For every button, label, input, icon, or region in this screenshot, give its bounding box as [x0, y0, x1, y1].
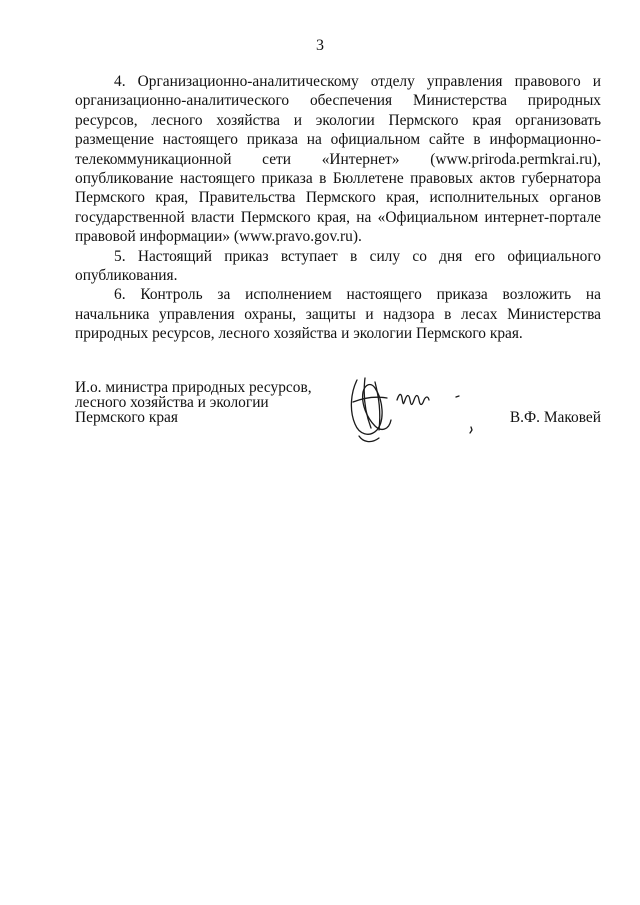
handwritten-signature: [345, 372, 505, 452]
signer-title-line-2: лесного хозяйства и экологии: [75, 394, 269, 411]
signer-title-line-1: И.о. министра природных ресурсов,: [75, 379, 312, 396]
paragraph-5: 5. Настоящий приказ вступает в силу со дня его официального опубликования.: [75, 247, 601, 285]
paragraph-6: 6. Контроль за исполнением настоящего приказа возложить на начальника управления охраны, защиты и надзора в лесах Министерства природных ресурсов, лесного хозяйства и экологии Пермского края.: [75, 286, 601, 343]
document-body: [75, 72, 601, 344]
signature-block: [75, 380, 601, 460]
page-number: 3: [316, 37, 324, 54]
paragraph-4: 4. Организационно-аналитическому отделу управления правового и организационно-аналитического обеспечения Министерства природных ресурсов, лесного хозяйства и экологии Пермского края организовать размещение настоящего приказа на официальном сайте в информационно-телекоммуникационной сети «Интернет» (www.priroda.permkrai.ru), опубликование настоящего приказа в Бюллетене правовых актов губернатора Пермского края, Правительства Пермского края, исполнительных органов государственной власти Пермского края, на «Официальном интернет-портале правовой информации» (www.pravo.gov.ru).: [75, 73, 601, 246]
signer-name: В.Ф. Маковей: [509, 409, 601, 426]
signer-title-line-3: Пермского края: [75, 409, 178, 426]
signer-title: [75, 380, 335, 425]
